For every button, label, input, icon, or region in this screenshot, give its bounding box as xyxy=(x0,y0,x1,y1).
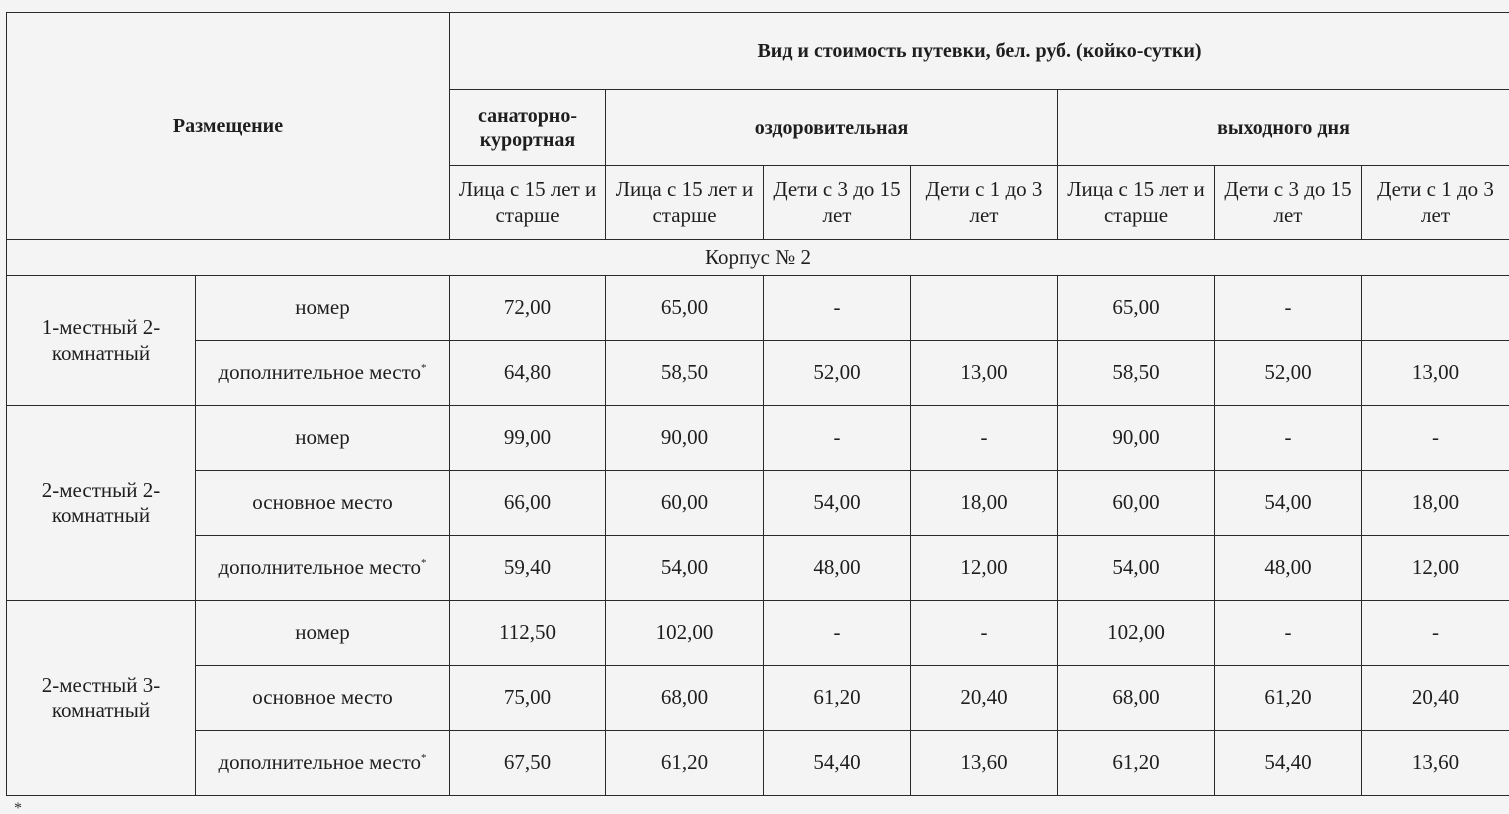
room-type-cell: 2-местный 3-комнатный xyxy=(7,601,196,796)
price-cell: 20,40 xyxy=(911,666,1058,731)
price-cell: 60,00 xyxy=(606,471,764,536)
voucher-type-header: Вид и стоимость путевки, бел. руб. (койко-сутки) xyxy=(450,13,1509,90)
price-cell: 48,00 xyxy=(764,536,911,601)
footnote-star: * xyxy=(421,362,427,375)
price-cell: - xyxy=(1215,406,1362,471)
footnote-mark: * xyxy=(14,800,22,814)
price-cell: 54,00 xyxy=(1058,536,1215,601)
room-type-cell: 1-местный 2-комнатный xyxy=(7,276,196,406)
price-cell: 67,50 xyxy=(450,731,606,796)
price-cell: 13,60 xyxy=(1362,731,1509,796)
age-children-3-15-header: Дети с 3 до 15 лет xyxy=(764,166,911,240)
price-cell: 61,20 xyxy=(1058,731,1215,796)
accommodation-label: номер xyxy=(295,620,350,645)
price-cell: 58,50 xyxy=(606,341,764,406)
accommodation-label-cell xyxy=(196,341,450,406)
accommodation-label: дополнительное место xyxy=(218,555,422,580)
price-cell xyxy=(911,276,1058,341)
price-cell: 58,50 xyxy=(1058,341,1215,406)
table-row xyxy=(7,276,1509,341)
accommodation-label-cell xyxy=(196,536,450,601)
price-cell xyxy=(1362,276,1509,341)
price-cell: 13,00 xyxy=(911,341,1058,406)
price-cell: - xyxy=(1362,406,1509,471)
price-cell: 68,00 xyxy=(1058,666,1215,731)
price-cell: 61,20 xyxy=(764,666,911,731)
price-cell: - xyxy=(911,601,1058,666)
table-row xyxy=(7,341,1509,406)
accommodation-label: дополнительное место xyxy=(218,750,422,775)
price-cell: 68,00 xyxy=(606,666,764,731)
accommodation-label: основное место xyxy=(252,490,393,515)
price-cell: 18,00 xyxy=(1362,471,1509,536)
header-row-1 xyxy=(7,13,1509,90)
accommodation-label: основное место xyxy=(252,685,393,710)
price-cell: - xyxy=(764,406,911,471)
room-type-cell: 2-местный 2-комнатный xyxy=(7,406,196,601)
table-row xyxy=(7,601,1509,666)
price-cell: 48,00 xyxy=(1215,536,1362,601)
price-cell: 12,00 xyxy=(1362,536,1509,601)
price-cell: 112,50 xyxy=(450,601,606,666)
type-sanatorium-header: санаторно-курортная xyxy=(450,90,606,166)
age-adults-header: Лица с 15 лет и старше xyxy=(450,166,606,240)
table-row xyxy=(7,471,1509,536)
age-children-3-15-header: Дети с 3 до 15 лет xyxy=(1215,166,1362,240)
price-cell: - xyxy=(911,406,1058,471)
price-cell: 99,00 xyxy=(450,406,606,471)
price-cell: 54,00 xyxy=(764,471,911,536)
table-row xyxy=(7,406,1509,471)
price-cell: 52,00 xyxy=(1215,341,1362,406)
footnote-star: * xyxy=(421,557,427,570)
rooms-body xyxy=(7,276,1509,796)
accommodation-label-cell xyxy=(196,406,450,471)
price-cell: 20,40 xyxy=(1362,666,1509,731)
price-cell: 72,00 xyxy=(450,276,606,341)
accommodation-label: дополнительное место xyxy=(218,360,422,385)
price-cell: 65,00 xyxy=(1058,276,1215,341)
age-adults-header: Лица с 15 лет и старше xyxy=(606,166,764,240)
price-cell: 54,00 xyxy=(606,536,764,601)
table-row xyxy=(7,731,1509,796)
price-cell: 61,20 xyxy=(1215,666,1362,731)
accommodation-label-cell xyxy=(196,471,450,536)
price-cell: 61,20 xyxy=(606,731,764,796)
type-weekend-header: выходного дня xyxy=(1058,90,1509,166)
price-cell: 52,00 xyxy=(764,341,911,406)
price-cell: 102,00 xyxy=(1058,601,1215,666)
type-health-header: оздоровительная xyxy=(606,90,1058,166)
age-adults-header: Лица с 15 лет и старше xyxy=(1058,166,1215,240)
price-cell: 54,00 xyxy=(1215,471,1362,536)
price-cell: 66,00 xyxy=(450,471,606,536)
age-children-1-3-header: Дети с 1 до 3 лет xyxy=(1362,166,1509,240)
accommodation-label-cell xyxy=(196,731,450,796)
price-cell: - xyxy=(1215,276,1362,341)
price-cell: - xyxy=(1362,601,1509,666)
price-cell: 60,00 xyxy=(1058,471,1215,536)
footnote-star: * xyxy=(421,752,427,765)
price-cell: 102,00 xyxy=(606,601,764,666)
price-table xyxy=(6,12,1509,796)
price-cell: - xyxy=(1215,601,1362,666)
price-cell: - xyxy=(764,276,911,341)
accommodation-label: номер xyxy=(295,295,350,320)
price-cell: 12,00 xyxy=(911,536,1058,601)
price-cell: 59,40 xyxy=(450,536,606,601)
price-cell: 54,40 xyxy=(764,731,911,796)
price-cell: 54,40 xyxy=(1215,731,1362,796)
price-cell: 75,00 xyxy=(450,666,606,731)
accommodation-label-cell xyxy=(196,666,450,731)
price-cell: 18,00 xyxy=(911,471,1058,536)
price-cell: 90,00 xyxy=(1058,406,1215,471)
price-cell: 13,00 xyxy=(1362,341,1509,406)
price-cell: - xyxy=(764,601,911,666)
table-row xyxy=(7,666,1509,731)
price-cell: 65,00 xyxy=(606,276,764,341)
accommodation-label-cell xyxy=(196,601,450,666)
price-cell: 13,60 xyxy=(911,731,1058,796)
table-row xyxy=(7,536,1509,601)
price-cell: 64,80 xyxy=(450,341,606,406)
section-title: Корпус № 2 xyxy=(7,240,1509,276)
accommodation-label-cell xyxy=(196,276,450,341)
price-cell: 90,00 xyxy=(606,406,764,471)
section-row xyxy=(7,240,1509,276)
age-children-1-3-header: Дети с 1 до 3 лет xyxy=(911,166,1058,240)
placement-header: Размещение xyxy=(7,13,450,240)
accommodation-label: номер xyxy=(295,425,350,450)
